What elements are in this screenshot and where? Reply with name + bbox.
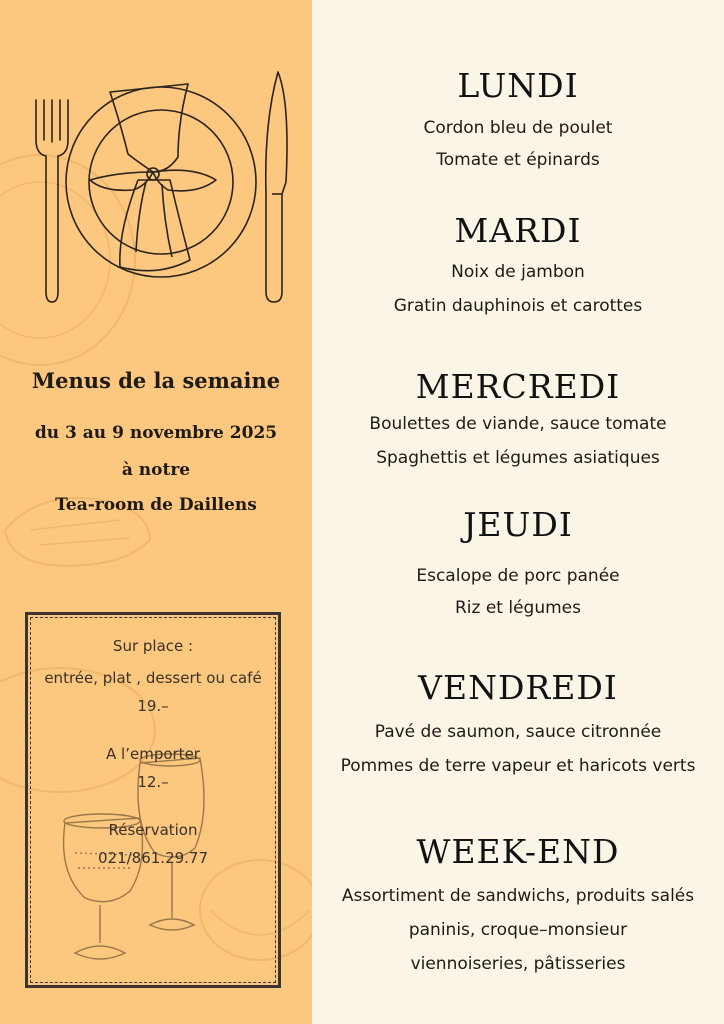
background-bread-icon bbox=[0, 470, 160, 580]
place-line-2: Tea-room de Daillens bbox=[55, 495, 257, 515]
dish-tuesday-2: Gratin dauphinois et carottes bbox=[393, 296, 643, 316]
day-thursday: JEUDI bbox=[463, 505, 573, 544]
dish-weekend-3: viennoiseries, pâtisseries bbox=[410, 954, 626, 974]
takeaway-price: 12.– bbox=[137, 773, 169, 791]
menu-title: Menus de la semaine bbox=[31, 368, 281, 393]
right-panel bbox=[312, 0, 724, 1024]
reservation-phone: 021/861.29.77 bbox=[97, 849, 209, 867]
dish-wednesday-1: Boulettes de viande, sauce tomate bbox=[369, 414, 667, 434]
knife-icon bbox=[266, 72, 287, 302]
on-site-price: 19.– bbox=[137, 697, 169, 715]
day-weekend: WEEK-END bbox=[416, 832, 620, 871]
takeaway-label: A l’emporter bbox=[106, 745, 200, 763]
dish-thursday-2: Riz et légumes bbox=[454, 598, 581, 618]
dish-thursday-1: Escalope de porc panée bbox=[416, 566, 620, 586]
dish-wednesday-2: Spaghettis et légumes asiatiques bbox=[376, 448, 660, 468]
day-tuesday: MARDI bbox=[454, 211, 582, 250]
pricing-box bbox=[25, 612, 281, 988]
left-panel bbox=[0, 0, 312, 1024]
dish-friday-1: Pavé de saumon, sauce citronnée bbox=[374, 722, 662, 742]
reservation-label: Réservation bbox=[108, 821, 198, 839]
dish-weekend-2: paninis, croque–monsieur bbox=[408, 920, 628, 940]
napkin-icon bbox=[90, 84, 216, 271]
day-monday: LUNDI bbox=[457, 66, 579, 105]
fork-icon bbox=[36, 100, 68, 302]
dish-weekend-1: Assortiment de sandwichs, produits salés bbox=[341, 886, 695, 906]
dish-tuesday-1: Noix de jambon bbox=[451, 262, 585, 282]
dish-monday-2: Tomate et épinards bbox=[436, 150, 600, 170]
menu-dates: du 3 au 9 novembre 2025 bbox=[34, 423, 278, 443]
on-site-description: entrée, plat , dessert ou café bbox=[44, 669, 262, 687]
tableware-illustration bbox=[28, 62, 298, 312]
dish-monday-1: Cordon bleu de poulet bbox=[423, 118, 613, 138]
place-line-1: à notre bbox=[121, 460, 191, 480]
plate-icon bbox=[66, 87, 256, 277]
on-site-label: Sur place : bbox=[112, 637, 194, 655]
dish-friday-2: Pommes de terre vapeur et haricots verts bbox=[340, 756, 696, 776]
day-friday: VENDREDI bbox=[418, 668, 618, 707]
day-wednesday: MERCREDI bbox=[415, 367, 621, 406]
